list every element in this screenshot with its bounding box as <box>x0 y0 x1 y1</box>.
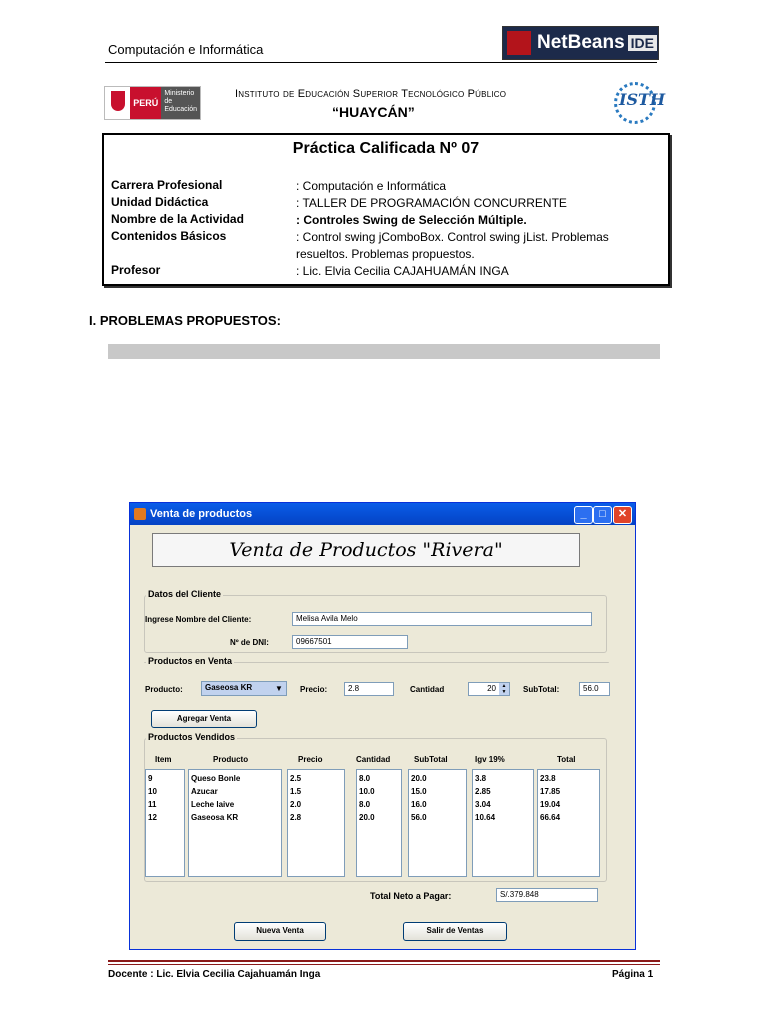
list-item[interactable]: Azucar <box>191 787 218 796</box>
gray-bar <box>108 344 660 359</box>
list-item[interactable]: 9 <box>148 774 153 783</box>
footer-divider <box>108 960 660 962</box>
list-item[interactable]: 10.0 <box>359 787 375 796</box>
list-item[interactable]: 15.0 <box>411 787 427 796</box>
netbeans-logo-text: NetBeans <box>537 32 625 53</box>
chevron-down-icon[interactable]: ▼ <box>272 682 286 695</box>
subtotal-field[interactable]: 56.0 <box>579 682 610 696</box>
list-item[interactable]: 23.8 <box>540 774 556 783</box>
exit-sales-button[interactable]: Salir de Ventas <box>403 922 507 941</box>
product-combobox[interactable] <box>201 681 287 696</box>
list-item[interactable]: 17.85 <box>540 787 561 796</box>
window-title: Venta de productos <box>150 508 253 520</box>
info-value: : Lic. Elvia Cecilia CAJAHUAMÁN INGA <box>296 264 509 278</box>
info-value: : TALLER DE PROGRAMACIÓN CONCURRENTE <box>296 196 567 210</box>
info-row <box>111 178 447 193</box>
list-item[interactable]: 12 <box>148 813 157 822</box>
header-course: Computación e Informática <box>108 42 264 57</box>
info-label: Nombre de la Actividad <box>111 212 244 226</box>
peru-shield-icon <box>111 91 125 111</box>
info-value: : Computación e Informática <box>296 179 447 193</box>
product-list[interactable] <box>188 769 282 877</box>
dni-label: Nº de DNI: <box>230 638 269 647</box>
info-row <box>111 212 527 227</box>
products-sale-legend: Productos en Venta <box>148 656 233 666</box>
list-item[interactable]: 19.04 <box>540 800 561 809</box>
client-name-label: Ingrese Nombre del Cliente: <box>145 615 252 624</box>
close-icon[interactable]: ✕ <box>613 506 632 524</box>
list-item[interactable]: 20.0 <box>359 813 375 822</box>
activity-info-box <box>102 133 670 286</box>
info-label: Unidad Didáctica <box>111 195 209 209</box>
store-banner: Venta de Productos "Rivera" <box>152 533 580 567</box>
institute-line: Instituto de Educación Superior Tecnológico Público <box>235 88 507 100</box>
column-header: Precio <box>298 755 323 764</box>
spinner-arrows-icon[interactable]: ▲ ▼ <box>499 683 509 695</box>
price-field[interactable]: 2.8 <box>344 682 394 696</box>
column-header: Cantidad <box>356 755 391 764</box>
quantity-spinner[interactable] <box>468 682 510 696</box>
client-name-field[interactable]: Melisa Avila Melo <box>292 612 592 626</box>
total-net-field[interactable]: S/.379.848 <box>496 888 598 902</box>
isth-logo-text: ISTH <box>619 90 666 109</box>
list-item[interactable]: 1.5 <box>290 787 302 796</box>
info-value: : Control swing jComboBox. Control swing jList. Problemas resueltos. Problemas propuestos. <box>296 230 609 261</box>
window-titlebar[interactable] <box>130 503 635 525</box>
quantity-label: Cantidad <box>410 685 445 694</box>
igv-list[interactable] <box>472 769 534 877</box>
quantity-value: 20 <box>487 684 496 693</box>
list-item[interactable]: 2.5 <box>290 774 302 783</box>
price-list[interactable] <box>287 769 345 877</box>
list-item[interactable]: 16.0 <box>411 800 427 809</box>
info-row <box>111 229 609 261</box>
list-item[interactable]: 8.0 <box>359 800 371 809</box>
info-row <box>111 195 567 210</box>
add-sale-button[interactable]: Agregar Venta <box>151 710 257 728</box>
product-combobox-value: Gaseosa KR <box>205 683 253 692</box>
info-label: Carrera Profesional <box>111 178 223 192</box>
netbeans-logo <box>502 26 659 60</box>
subtotal-label: SubTotal: <box>523 685 560 694</box>
header-divider <box>105 62 657 63</box>
list-item[interactable]: 10.64 <box>475 813 496 822</box>
footer-teacher: Docente : Lic. Elvia Cecilia Cajahuamán Inga <box>108 969 321 980</box>
quantity-list[interactable] <box>356 769 402 877</box>
sales-window <box>129 502 636 950</box>
list-item[interactable]: 2.8 <box>290 813 302 822</box>
info-row <box>111 263 509 278</box>
total-net-label: Total Neto a Pagar: <box>370 891 452 901</box>
info-label: Profesor <box>111 263 161 277</box>
practice-title: Práctica Calificada Nº 07 <box>292 140 480 157</box>
list-item[interactable]: Gaseosa KR <box>191 813 239 822</box>
list-item[interactable]: Leche laive <box>191 800 235 809</box>
column-header: Total <box>557 755 576 764</box>
ministerio-logo <box>104 86 201 120</box>
column-header: Item <box>155 755 172 764</box>
list-item[interactable]: 66.64 <box>540 813 561 822</box>
maximize-icon[interactable]: □ <box>593 506 612 524</box>
list-item[interactable]: 8.0 <box>359 774 371 783</box>
column-header: Igv 19% <box>475 755 505 764</box>
list-item[interactable]: Queso Bonle <box>191 774 241 783</box>
netbeans-logo-suffix: IDE <box>628 35 657 51</box>
list-item[interactable]: 11 <box>148 800 157 809</box>
netbeans-cube-icon <box>507 31 531 55</box>
institute-name: “HUAYCÁN” <box>332 104 415 120</box>
sold-products-legend: Productos Vendidos <box>148 732 236 742</box>
total-list[interactable] <box>537 769 600 877</box>
ministerio-label: Ministerio de Educación <box>161 87 200 119</box>
isth-logo <box>610 78 666 122</box>
column-header: SubTotal <box>414 755 448 764</box>
section-title: I. PROBLEMAS PROPUESTOS: <box>89 313 281 328</box>
peru-label: PERÚ <box>130 87 161 119</box>
footer-page-number: Página 1 <box>612 969 654 980</box>
column-header: Producto <box>213 755 249 764</box>
dni-field[interactable]: 09667501 <box>292 635 408 649</box>
list-item[interactable]: 2.0 <box>290 800 302 809</box>
list-item[interactable]: 20.0 <box>411 774 427 783</box>
price-label: Precio: <box>300 685 328 694</box>
product-label: Producto: <box>145 685 183 694</box>
list-item[interactable]: 3.04 <box>475 800 491 809</box>
new-sale-button[interactable]: Nueva Venta <box>234 922 326 941</box>
list-item[interactable]: 10 <box>148 787 157 796</box>
list-item[interactable]: 56.0 <box>411 813 427 822</box>
java-icon <box>134 508 146 520</box>
subtotal-list[interactable] <box>408 769 467 877</box>
list-item[interactable]: 3.8 <box>475 774 487 783</box>
info-value: : Controles Swing de Selección Múltiple. <box>296 213 527 227</box>
item-list[interactable] <box>145 769 185 877</box>
footer-divider-thin <box>108 964 660 965</box>
minimize-icon[interactable]: _ <box>574 506 593 524</box>
info-label: Contenidos Básicos <box>111 229 227 243</box>
list-item[interactable]: 2.85 <box>475 787 491 796</box>
client-data-legend: Datos del Cliente <box>148 589 222 599</box>
